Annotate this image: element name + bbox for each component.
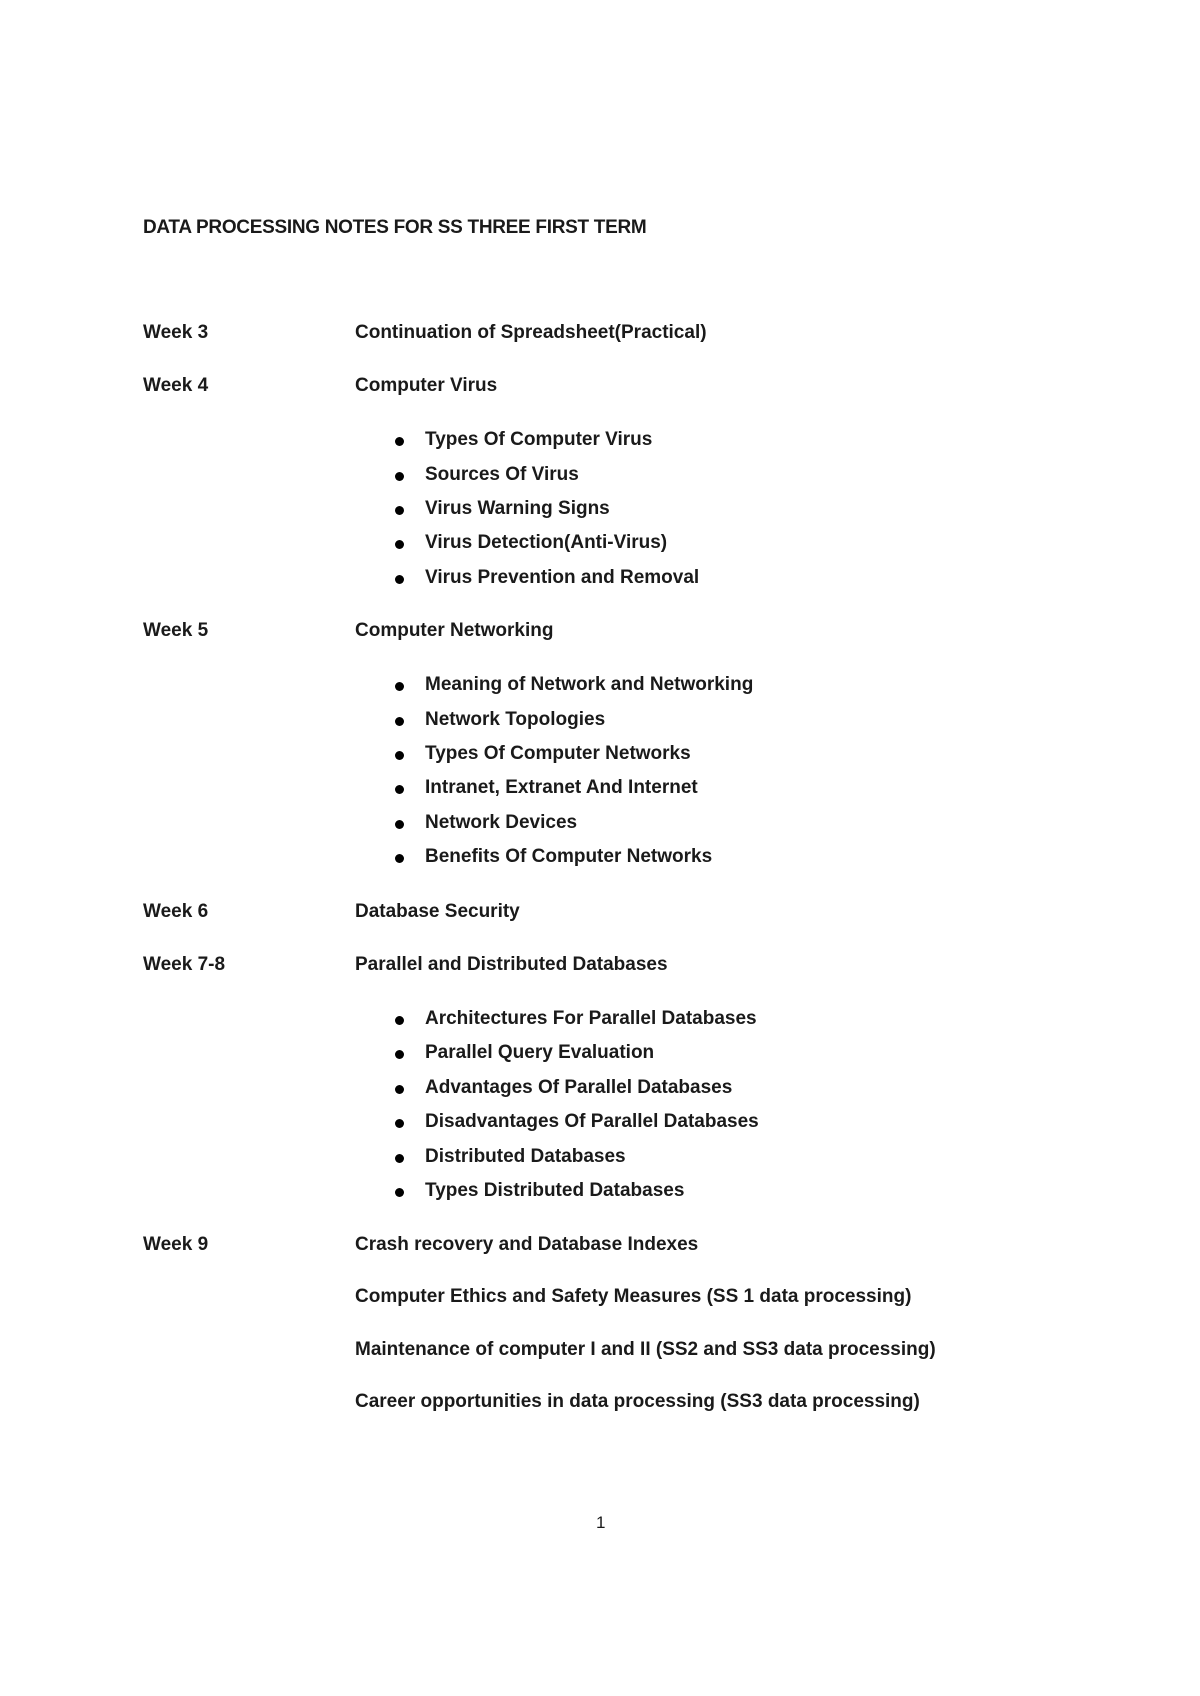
week-6-topic: Database Security bbox=[355, 901, 520, 922]
bullet-icon bbox=[395, 1154, 404, 1163]
subtopic-text: Virus Warning Signs bbox=[425, 498, 610, 519]
bullet-icon bbox=[395, 682, 404, 691]
bullet-icon bbox=[395, 1085, 404, 1094]
week-9-topic: Maintenance of computer I and II (SS2 and SS3 data processing) bbox=[355, 1339, 936, 1360]
bullet-icon bbox=[395, 437, 404, 446]
subtopic-text: Meaning of Network and Networking bbox=[425, 674, 754, 695]
bullet-icon bbox=[395, 854, 404, 863]
subtopic-text: Network Topologies bbox=[425, 709, 606, 730]
week-3-label: Week 3 bbox=[143, 322, 209, 343]
week-5-label: Week 5 bbox=[143, 620, 209, 641]
subtopic-text: Disadvantages Of Parallel Databases bbox=[425, 1111, 759, 1132]
bullet-icon bbox=[395, 751, 404, 760]
week-9-topic: Crash recovery and Database Indexes bbox=[355, 1234, 699, 1255]
bullet-icon bbox=[395, 506, 404, 515]
week-9-label: Week 9 bbox=[143, 1234, 209, 1255]
subtopic-text: Types Of Computer Virus bbox=[425, 429, 653, 450]
bullet-icon bbox=[395, 1016, 404, 1025]
bullet-icon bbox=[395, 1188, 404, 1197]
bullet-icon bbox=[395, 1119, 404, 1128]
week-9-topic: Career opportunities in data processing (SS3 data processing) bbox=[355, 1391, 920, 1412]
subtopic-text: Types Of Computer Networks bbox=[425, 743, 691, 764]
week-4-topic: Computer Virus bbox=[355, 375, 498, 396]
subtopic-text: Types Distributed Databases bbox=[425, 1180, 685, 1201]
bullet-icon bbox=[395, 575, 404, 584]
subtopic-text: Advantages Of Parallel Databases bbox=[425, 1077, 733, 1098]
bullet-icon bbox=[395, 717, 404, 726]
bullet-icon bbox=[395, 472, 404, 481]
week-6-label: Week 6 bbox=[143, 901, 209, 922]
week-5-topic: Computer Networking bbox=[355, 620, 554, 641]
subtopic-text: Benefits Of Computer Networks bbox=[425, 846, 713, 867]
page-number: 1 bbox=[596, 1513, 606, 1532]
week-3-topic: Continuation of Spreadsheet(Practical) bbox=[355, 322, 707, 343]
bullet-icon bbox=[395, 785, 404, 794]
bullet-icon bbox=[395, 820, 404, 829]
subtopic-text: Architectures For Parallel Databases bbox=[425, 1008, 757, 1029]
subtopic-text: Virus Prevention and Removal bbox=[425, 567, 700, 588]
subtopic-text: Distributed Databases bbox=[425, 1146, 626, 1167]
subtopic-text: Parallel Query Evaluation bbox=[425, 1042, 655, 1063]
bullet-icon bbox=[395, 540, 404, 549]
week-4-label: Week 4 bbox=[143, 375, 209, 396]
subtopic-text: Network Devices bbox=[425, 812, 578, 833]
subtopic-text: Sources Of Virus bbox=[425, 464, 579, 485]
document-title: DATA PROCESSING NOTES FOR SS THREE FIRST TERM bbox=[143, 217, 647, 238]
week-7-8-topic: Parallel and Distributed Databases bbox=[355, 954, 668, 975]
week-7-8-label: Week 7-8 bbox=[143, 954, 226, 975]
week-9-topic: Computer Ethics and Safety Measures (SS 1 data processing) bbox=[355, 1286, 912, 1307]
bullet-icon bbox=[395, 1050, 404, 1059]
subtopic-text: Virus Detection(Anti-Virus) bbox=[425, 532, 668, 553]
subtopic-text: Intranet, Extranet And Internet bbox=[425, 777, 698, 798]
